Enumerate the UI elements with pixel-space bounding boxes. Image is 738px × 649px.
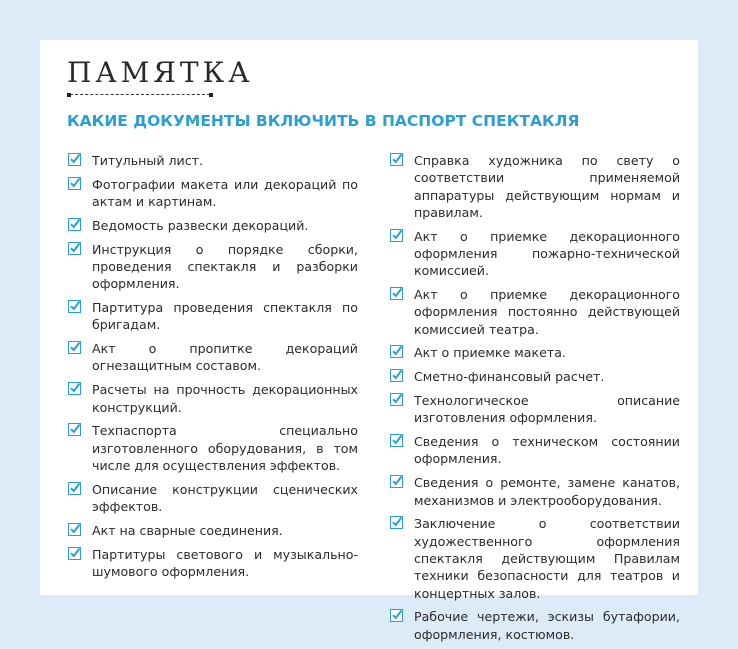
checklist-item-text: Титульный лист. (92, 153, 204, 168)
checklist-item-text: Справка художника по свету о соответствии применяемой аппаратуры действующим нормам и правилам. (414, 153, 680, 220)
checkbox-checked-icon[interactable] (390, 434, 403, 447)
checklist-item-text: Акт о приемке макета. (414, 345, 566, 361)
checklist-item-text: Партитура проведения спектакля по бригадам. (92, 300, 358, 333)
checklist-item-text: Техпаспорта специально изготовленного оборудования, в том числе для осуществления эффектов. (92, 423, 358, 473)
checklist-item-text: Акт о приемке декорационного оформления постоянно действующей комиссией театра. (414, 287, 680, 337)
checkmark-icon (391, 345, 403, 357)
checklist-item-text: Сведения о ремонте, замене канатов, механизмов и электрооборудования. (414, 475, 680, 508)
checklist-item-text: Сметно-финансовый расчет. (414, 369, 605, 385)
checklist-item (390, 152, 680, 221)
checkmark-icon (69, 177, 81, 189)
checkbox-checked-icon[interactable] (390, 475, 403, 488)
checkbox-checked-icon[interactable] (390, 345, 403, 358)
checkmark-icon (69, 547, 81, 559)
checklist-item (68, 217, 358, 234)
checkmark-icon (69, 382, 81, 394)
checkbox-checked-icon[interactable] (68, 482, 81, 495)
checklist-item-text: Рабочие чертежи, эскизы бутафории, оформления, костюмов. (414, 609, 680, 642)
checklist-item-text: Фотографии макета или декораций по актам и картинам. (92, 176, 358, 210)
checklist-item-text: Описание конструкции сценических эффектов. (92, 481, 358, 515)
checkbox-checked-icon[interactable] (68, 300, 81, 313)
checkbox-checked-icon[interactable] (68, 153, 81, 166)
checklist-item-text: Расчеты на прочность декорационных конструкций. (92, 382, 358, 415)
checkmark-icon (69, 218, 81, 230)
checkmark-icon (69, 341, 81, 353)
checkbox-checked-icon[interactable] (390, 516, 403, 529)
checkbox-checked-icon[interactable] (68, 242, 81, 255)
checkbox-checked-icon[interactable] (390, 153, 403, 166)
checklist-item (390, 433, 680, 468)
checklist-item (390, 474, 680, 509)
checkbox-checked-icon[interactable] (390, 287, 403, 300)
checklist-item (68, 176, 358, 211)
checkbox-checked-icon[interactable] (68, 177, 81, 190)
checkmark-icon (391, 229, 403, 241)
checkbox-checked-icon[interactable] (68, 523, 81, 536)
checkbox-checked-icon[interactable] (390, 609, 403, 622)
checkbox-checked-icon[interactable] (68, 382, 81, 395)
checkbox-checked-icon[interactable] (68, 218, 81, 231)
checklist-item-text: Ведомость развески декораций. (92, 217, 309, 233)
checkbox-checked-icon[interactable] (390, 229, 403, 242)
checkmark-icon (391, 153, 403, 165)
checkmark-icon (391, 475, 403, 487)
checkmark-icon (391, 393, 403, 405)
divider-dot-right (209, 93, 213, 97)
checklist-item (68, 546, 358, 581)
checklist-item (68, 381, 358, 416)
checkmark-icon (391, 609, 403, 621)
checkmark-icon (69, 523, 81, 535)
checklist-right (390, 152, 680, 649)
checkmark-icon (69, 300, 81, 312)
checkmark-icon (391, 369, 403, 381)
divider-line (70, 94, 210, 95)
checklist-item-text: Акт на сварные соединения. (92, 522, 283, 538)
checkbox-checked-icon[interactable] (390, 393, 403, 406)
checklist-item (68, 481, 358, 516)
checklist-item (390, 392, 680, 427)
checklist-item-text: Заключение о соответствии художественного оформления спектакля действующим Правилам техники безопасности для театров и концертных залов. (414, 516, 680, 601)
checklist-item (68, 152, 358, 169)
checkbox-checked-icon[interactable] (68, 423, 81, 436)
checkmark-icon (391, 516, 403, 528)
checklist-item (68, 422, 358, 474)
checkbox-checked-icon[interactable] (68, 547, 81, 560)
checkmark-icon (69, 153, 81, 165)
checklist-item (68, 522, 358, 539)
checkmark-icon (391, 287, 403, 299)
checklist-item (68, 299, 358, 334)
checklist-left (68, 152, 358, 587)
checklist-item-text: Инструкция о порядке сборки, проведения спектакля и разборки оформления. (92, 241, 358, 292)
dotted-divider (67, 93, 213, 97)
page-title: ПАМЯТКА (67, 56, 254, 89)
checkbox-checked-icon[interactable] (68, 341, 81, 354)
checklist-item-text: Сведения о техническом состоянии оформления. (414, 434, 680, 467)
checklist-item (390, 608, 680, 643)
checkmark-icon (391, 434, 403, 446)
checkmark-icon (69, 242, 81, 254)
checklist-item-text: Акт о приемке декорационного оформления пожарно-технической комиссией. (414, 228, 680, 279)
checklist-item (68, 241, 358, 293)
checkbox-checked-icon[interactable] (390, 369, 403, 382)
checklist-item (390, 368, 680, 385)
checklist-item-text: Акт о пропитке декораций огнезащитным составом. (92, 341, 358, 374)
checklist-item (390, 228, 680, 280)
checklist-item (390, 286, 680, 338)
section-subtitle: КАКИЕ ДОКУМЕНТЫ ВКЛЮЧИТЬ В ПАСПОРТ СПЕКТАКЛЯ (67, 112, 580, 130)
checklist-item-text: Партитуры светового и музыкально-шумового оформления. (92, 546, 358, 579)
checklist-item (68, 340, 358, 375)
checklist-item (390, 344, 680, 361)
checklist-item (390, 515, 680, 601)
checkmark-icon (69, 482, 81, 494)
memo-card (40, 40, 698, 642)
checklist-item-text: Технологическое описание изготовления оформления. (414, 393, 680, 426)
checkmark-icon (69, 423, 81, 435)
